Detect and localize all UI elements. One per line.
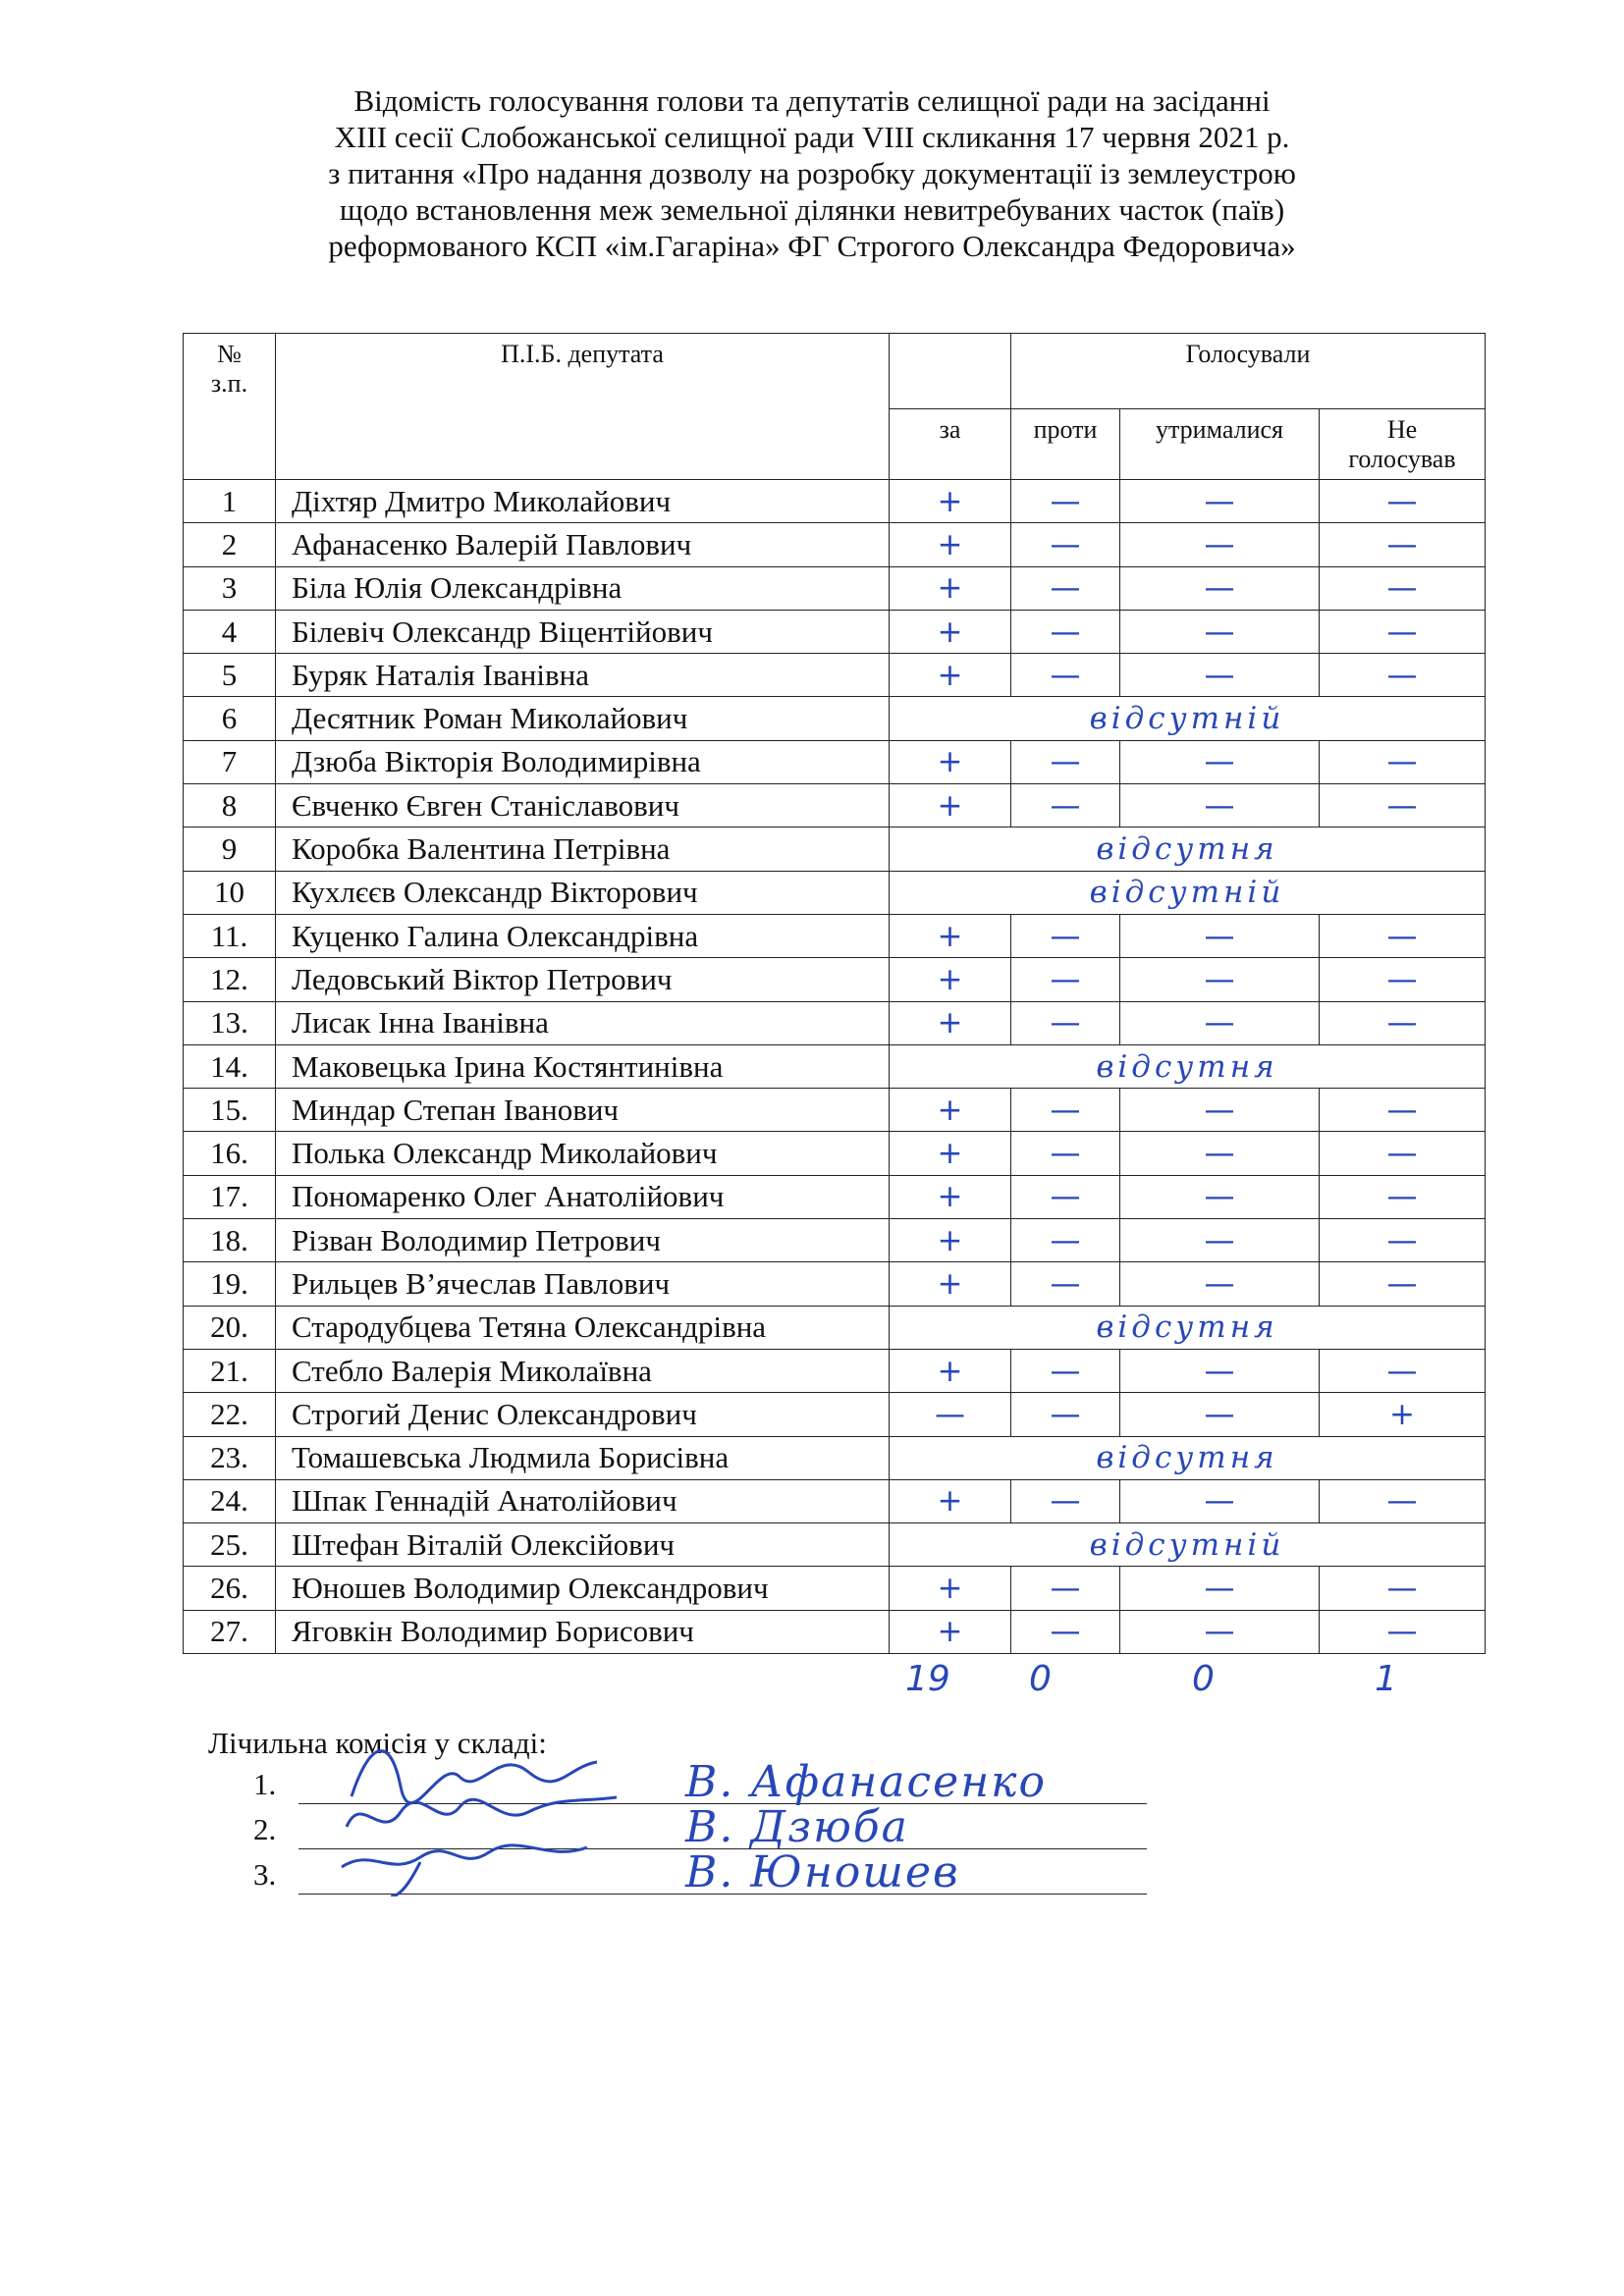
deputy-name: Різван Володимир Петрович — [276, 1219, 890, 1262]
member-2-num: 2. — [253, 1812, 277, 1846]
vote-proty: — — [1011, 1089, 1120, 1132]
table-row — [184, 610, 1486, 653]
absent-mark: відсутня — [890, 1436, 1486, 1479]
row-number: 8 — [184, 784, 276, 828]
vote-za: + — [890, 654, 1011, 697]
row-number: 13. — [184, 1001, 276, 1044]
table-row — [184, 1089, 1486, 1132]
voting-rows — [184, 480, 1486, 1654]
vote-ne-golosuvav: — — [1320, 1175, 1486, 1218]
deputy-name: Стебло Валерія Миколаївна — [276, 1349, 890, 1392]
deputy-name: Куценко Галина Олександрівна — [276, 914, 890, 957]
row-number: 11. — [184, 914, 276, 957]
vote-proty: — — [1011, 566, 1120, 610]
vote-ne-golosuvav: — — [1320, 1262, 1486, 1306]
vote-proty: — — [1011, 958, 1120, 1001]
table-row — [184, 914, 1486, 957]
table-row — [184, 1306, 1486, 1349]
vote-proty: — — [1011, 1610, 1120, 1653]
vote-za: + — [890, 1349, 1011, 1392]
vote-ne-golosuvav: — — [1320, 1219, 1486, 1262]
vote-utrymalysia: — — [1120, 1349, 1320, 1392]
vote-proty: — — [1011, 1567, 1120, 1610]
table-row — [184, 1436, 1486, 1479]
vote-totals — [0, 1659, 1624, 1708]
table-row — [184, 958, 1486, 1001]
vote-utrymalysia: — — [1120, 523, 1320, 566]
vote-ne-golosuvav: — — [1320, 480, 1486, 523]
table-row — [184, 697, 1486, 740]
absent-mark: відсутня — [890, 1044, 1486, 1088]
title-line-5: реформованого КСП «ім.Гагаріна» ФГ Строгого Олександра Федоровича» — [328, 229, 1296, 263]
row-number: 21. — [184, 1349, 276, 1392]
vote-proty: — — [1011, 1001, 1120, 1044]
vote-utrymalysia: — — [1120, 480, 1320, 523]
vote-utrymalysia: — — [1120, 1262, 1320, 1306]
row-number: 17. — [184, 1175, 276, 1218]
absent-mark: відсутній — [890, 871, 1486, 914]
deputy-name: Коробка Валентина Петрівна — [276, 828, 890, 871]
table-row — [184, 566, 1486, 610]
header-proty: проти — [1011, 409, 1120, 480]
table-row — [184, 1479, 1486, 1522]
vote-utrymalysia: — — [1120, 1610, 1320, 1653]
vote-za: + — [890, 1610, 1011, 1653]
vote-ne-golosuvav: — — [1320, 1089, 1486, 1132]
vote-za: + — [890, 480, 1011, 523]
deputy-name: Білевіч Олександр Віцентійович — [276, 610, 890, 653]
table-row — [184, 654, 1486, 697]
vote-proty: — — [1011, 1349, 1120, 1392]
vote-utrymalysia: — — [1120, 1479, 1320, 1522]
table-row — [184, 828, 1486, 871]
total-proty: 0 — [1029, 1659, 1052, 1699]
commission-label: Лічильна комісія у складі: — [208, 1726, 547, 1760]
row-number: 20. — [184, 1306, 276, 1349]
vote-ne-golosuvav: — — [1320, 958, 1486, 1001]
vote-proty: — — [1011, 654, 1120, 697]
total-ne: 1 — [1375, 1659, 1397, 1699]
member-3-name: В. Юношев — [685, 1847, 960, 1897]
commission-member-3 — [253, 1847, 1147, 1900]
deputy-name: Юношев Володимир Олександрович — [276, 1567, 890, 1610]
row-number: 19. — [184, 1262, 276, 1306]
row-number: 3 — [184, 566, 276, 610]
member-3-num: 3. — [253, 1857, 277, 1892]
vote-proty: — — [1011, 1132, 1120, 1175]
vote-ne-golosuvav: — — [1320, 1610, 1486, 1653]
total-utr: 0 — [1192, 1659, 1215, 1699]
deputy-name: Дзюба Вікторія Володимирівна — [276, 740, 890, 783]
absent-mark: відсутня — [890, 1306, 1486, 1349]
vote-proty: — — [1011, 740, 1120, 783]
vote-utrymalysia: — — [1120, 1132, 1320, 1175]
deputy-name: Стародубцева Тетяна Олександрівна — [276, 1306, 890, 1349]
absent-mark: відсутня — [890, 828, 1486, 871]
row-number: 26. — [184, 1567, 276, 1610]
table-row — [184, 871, 1486, 914]
row-number: 5 — [184, 654, 276, 697]
row-number: 27. — [184, 1610, 276, 1653]
deputy-name: Рильцев В’ячеслав Павлович — [276, 1262, 890, 1306]
vote-ne-golosuvav: — — [1320, 1001, 1486, 1044]
vote-proty: — — [1011, 1175, 1120, 1218]
vote-za: + — [890, 740, 1011, 783]
deputy-name: Лисак Інна Іванівна — [276, 1001, 890, 1044]
absent-mark: відсутній — [890, 1523, 1486, 1567]
deputy-name: Яговкін Володимир Борисович — [276, 1610, 890, 1653]
member-1-num: 1. — [253, 1767, 277, 1801]
row-number: 25. — [184, 1523, 276, 1567]
vote-utrymalysia: — — [1120, 1175, 1320, 1218]
deputy-name: Штефан Віталій Олексійович — [276, 1523, 890, 1567]
vote-proty: — — [1011, 1219, 1120, 1262]
member-2-name: В. Дзюба — [685, 1802, 909, 1852]
vote-ne-golosuvav: — — [1320, 914, 1486, 957]
vote-proty: — — [1011, 1393, 1120, 1436]
deputy-name: Ледовський Віктор Петрович — [276, 958, 890, 1001]
table-row — [184, 1044, 1486, 1088]
vote-utrymalysia: — — [1120, 784, 1320, 828]
vote-ne-golosuvav: — — [1320, 610, 1486, 653]
vote-utrymalysia: — — [1120, 654, 1320, 697]
vote-proty: — — [1011, 480, 1120, 523]
vote-ne-golosuvav: + — [1320, 1393, 1486, 1436]
vote-ne-golosuvav: — — [1320, 654, 1486, 697]
vote-za: — — [890, 1393, 1011, 1436]
vote-ne-golosuvav: — — [1320, 523, 1486, 566]
row-number: 6 — [184, 697, 276, 740]
deputy-name: Десятник Роман Миколайович — [276, 697, 890, 740]
deputy-name: Маковецька Ірина Костянтинівна — [276, 1044, 890, 1088]
vote-za: + — [890, 610, 1011, 653]
row-number: 9 — [184, 828, 276, 871]
deputy-name: Буряк Наталія Іванівна — [276, 654, 890, 697]
vote-proty: — — [1011, 523, 1120, 566]
member-1-name: В. Афанасенко — [685, 1757, 1047, 1807]
vote-ne-golosuvav: — — [1320, 740, 1486, 783]
row-number: 1 — [184, 480, 276, 523]
deputy-name: Біла Юлія Олександрівна — [276, 566, 890, 610]
vote-utrymalysia: — — [1120, 1219, 1320, 1262]
row-number: 16. — [184, 1132, 276, 1175]
header-num: № з.п. — [184, 334, 276, 480]
vote-utrymalysia: — — [1120, 566, 1320, 610]
vote-utrymalysia: — — [1120, 1567, 1320, 1610]
row-number: 12. — [184, 958, 276, 1001]
vote-ne-golosuvav: — — [1320, 1349, 1486, 1392]
vote-utrymalysia: — — [1120, 740, 1320, 783]
deputy-name: Кухлєєв Олександр Вікторович — [276, 871, 890, 914]
title-line-3: з питання «Про надання дозволу на розробку документації із землеустрою — [328, 156, 1296, 190]
absent-mark: відсутній — [890, 697, 1486, 740]
vote-za: + — [890, 566, 1011, 610]
table-row — [184, 1219, 1486, 1262]
vote-proty: — — [1011, 914, 1120, 957]
table-row — [184, 1175, 1486, 1218]
voting-table — [183, 333, 1486, 1654]
vote-proty: — — [1011, 1479, 1120, 1522]
row-number: 24. — [184, 1479, 276, 1522]
deputy-name: Строгий Денис Олександрович — [276, 1393, 890, 1436]
deputy-name: Пономаренко Олег Анатолійович — [276, 1175, 890, 1218]
deputy-name: Євченко Євген Станіславович — [276, 784, 890, 828]
vote-utrymalysia: — — [1120, 958, 1320, 1001]
row-number: 4 — [184, 610, 276, 653]
title-line-1: Відомість голосування голови та депутатів селищної ради на засіданні — [353, 83, 1271, 118]
deputy-name: Діхтяр Дмитро Миколайович — [276, 480, 890, 523]
vote-za: + — [890, 523, 1011, 566]
vote-za: + — [890, 1479, 1011, 1522]
table-row — [184, 1523, 1486, 1567]
table-row — [184, 1001, 1486, 1044]
vote-za: + — [890, 1567, 1011, 1610]
vote-ne-golosuvav: — — [1320, 784, 1486, 828]
vote-utrymalysia: — — [1120, 1089, 1320, 1132]
vote-utrymalysia: — — [1120, 1001, 1320, 1044]
table-row — [184, 1393, 1486, 1436]
deputy-name: Миндар Степан Іванович — [276, 1089, 890, 1132]
table-row — [184, 1262, 1486, 1306]
table-row — [184, 1567, 1486, 1610]
document-title — [0, 82, 1624, 264]
title-line-4: щодо встановлення меж земельної ділянки невитребуваних часток (паїв) — [339, 192, 1285, 227]
vote-ne-golosuvav: — — [1320, 1479, 1486, 1522]
vote-ne-golosuvav: — — [1320, 1567, 1486, 1610]
deputy-name: Афанасенко Валерій Павлович — [276, 523, 890, 566]
row-number: 7 — [184, 740, 276, 783]
vote-proty: — — [1011, 1262, 1120, 1306]
vote-proty: — — [1011, 610, 1120, 653]
deputy-name: Шпак Геннадій Анатолійович — [276, 1479, 890, 1522]
vote-za: + — [890, 1089, 1011, 1132]
header-voted: Голосували — [1011, 334, 1486, 409]
row-number: 2 — [184, 523, 276, 566]
vote-ne-golosuvav: — — [1320, 1132, 1486, 1175]
row-number: 10 — [184, 871, 276, 914]
row-number: 22. — [184, 1393, 276, 1436]
signature-scribble — [332, 1828, 626, 1896]
vote-ne-golosuvav: — — [1320, 566, 1486, 610]
vote-utrymalysia: — — [1120, 1393, 1320, 1436]
row-number: 23. — [184, 1436, 276, 1479]
vote-za: + — [890, 1219, 1011, 1262]
deputy-name: Томашевська Людмила Борисівна — [276, 1436, 890, 1479]
row-number: 14. — [184, 1044, 276, 1088]
header-ne-golosuvav: Не голосував — [1320, 409, 1486, 480]
row-number: 15. — [184, 1089, 276, 1132]
table-row — [184, 1349, 1486, 1392]
table-row — [184, 480, 1486, 523]
vote-za: + — [890, 1175, 1011, 1218]
total-za: 19 — [905, 1659, 950, 1699]
vote-proty: — — [1011, 784, 1120, 828]
vote-za: + — [890, 784, 1011, 828]
table-row — [184, 740, 1486, 783]
vote-za: + — [890, 1262, 1011, 1306]
title-line-2: XIII сесії Слобожанської селищної ради VIII скликання 17 червня 2021 р. — [334, 120, 1290, 154]
header-name: П.І.Б. депутата — [276, 334, 890, 480]
header-blank — [890, 334, 1011, 409]
vote-za: + — [890, 914, 1011, 957]
table-row — [184, 1132, 1486, 1175]
header-utrymalysia: утрималися — [1120, 409, 1320, 480]
row-number: 18. — [184, 1219, 276, 1262]
vote-za: + — [890, 1132, 1011, 1175]
vote-za: + — [890, 958, 1011, 1001]
header-za: за — [890, 409, 1011, 480]
table-row — [184, 523, 1486, 566]
vote-za: + — [890, 1001, 1011, 1044]
table-row — [184, 1610, 1486, 1653]
table-row — [184, 784, 1486, 828]
vote-utrymalysia: — — [1120, 610, 1320, 653]
vote-utrymalysia: — — [1120, 914, 1320, 957]
deputy-name: Полька Олександр Миколайович — [276, 1132, 890, 1175]
